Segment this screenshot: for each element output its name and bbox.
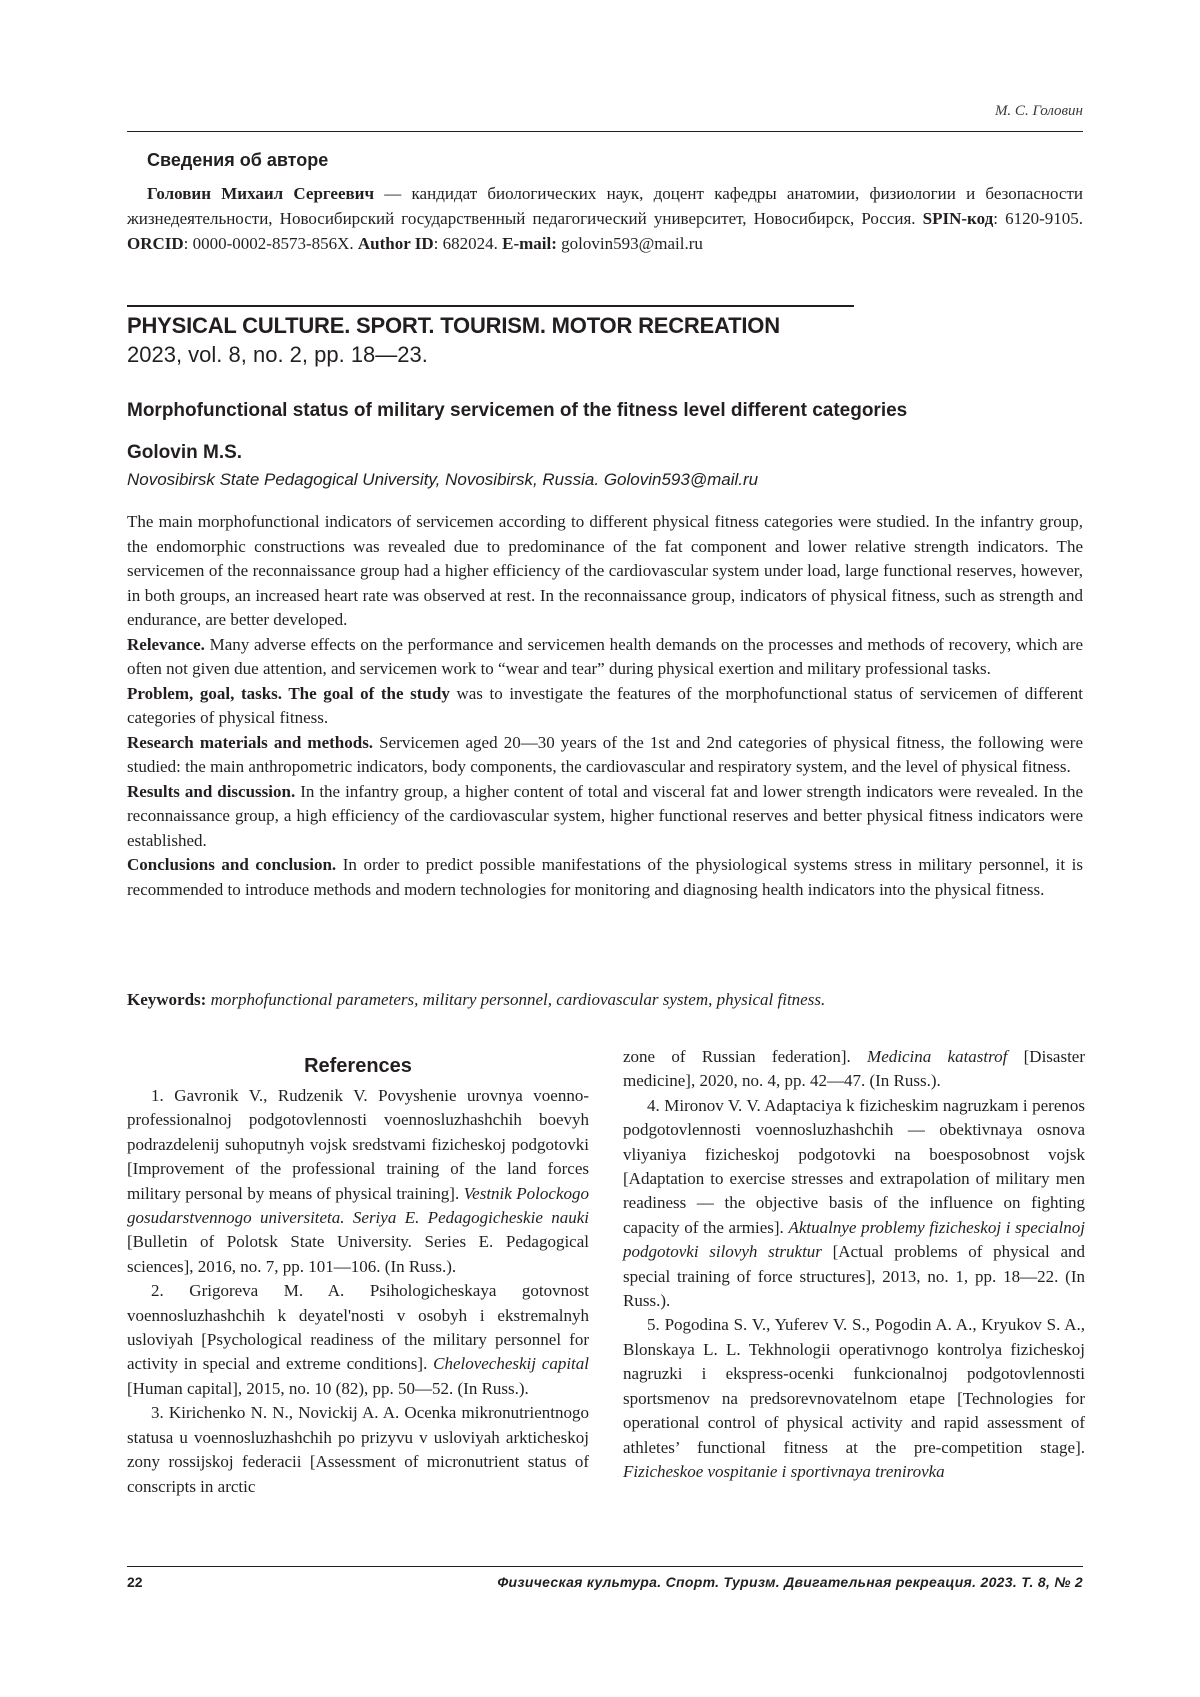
results-label: Results and discussion. [127,781,296,801]
reference-text: zone of Russian federation]. [623,1047,868,1066]
reference-text: [Bulletin of Polotsk State University. Series E. Pedagogical sciences], 2016, no. 7, pp. 101—106. (In Russ.). [127,1232,589,1276]
abstract [127,510,1083,902]
reference-text: [Disaster medicine], 2020, no. 4, pp. 42—47. (In Russ.). [623,1047,1085,1091]
reference-text: 4. Mironov V. V. Adaptaciya k fizicheskim nagruzkam i perenos podgotovlennosti voennosluzhashchih — obektivnaya osnova vliyaniya fizicheskoj podgotovki na boesposobnost vojsk [Adaptation to exercise stresses and extrapolation of military men readiness — the objective basis of the influence on fighting capacity of the armies]. [623,1095,1085,1237]
abstract-relevance [127,633,1083,682]
reference-text: 2. Grigoreva M. A. Psihologicheskaya gotovnost voennosluzhashchih k deyatel'nosti v osobyh i ekstremalnyh usloviyah [Psychological readiness of the military personnel for activity in special and extreme conditions]. [127,1281,589,1374]
reference-source: Vestnik Polockogo gosudarstvennogo universiteta. Seriya E. Pedagogicheskie nauki [127,1183,589,1228]
article-title: Morphofunctional status of military servicemen of the fitness level different categories [127,400,908,421]
goal-text: was to investigate the features of the morphofunctional status of servicemen of different categories of physical fitness. [127,683,1083,727]
reference-item [127,1084,589,1279]
reference-text: [Actual problems of physical and special training of force structures], 2013, no. 1, pp. 18—22. (In Russ.). [623,1242,1085,1311]
abstract-methods [127,731,1083,780]
conclusions-label: Conclusions and conclusion. [127,855,337,874]
author-info-heading: Сведения об авторе [147,150,329,170]
reference-item [623,1313,1085,1484]
email-label: E-mail: [502,234,557,253]
references-column-right [623,1045,1085,1484]
reference-item [127,1279,589,1401]
reference-item [127,1401,589,1499]
author-info-text [127,181,1083,256]
spin-label: SPIN-код [922,209,994,228]
reference-source: Fizicheskoe vospitanie i sportivnaya trenirovka [623,1461,945,1481]
reference-text: 1. Gavronik V., Rudzenik V. Povyshenie urovnya voenno-professionalnoj podgotovlennosti voennosluzhashchih boevyh podrazdelenij suhoputnyh vojsk sredstvami fizicheskoj podgotovki [Improvement of the professional training of the land forces military personal by means of physical training]. [127,1086,589,1203]
header-divider [127,131,1083,132]
journal-title: PHYSICAL CULTURE. SPORT. TOURISM. MOTOR RECREATION [127,313,780,338]
journal-issue: 2023, vol. 8, no. 2, pp. 18—23. [127,342,428,367]
abstract-goal [127,682,1083,731]
reference-source: Medicina katastrof [867,1047,1008,1066]
article-author: Golovin M.S. [127,442,243,463]
reference-item-continued [623,1045,1085,1094]
conclusions-text: In order to predict possible manifestations of the physiological systems stress in military personnel, it is recommended to introduce methods and modern technologies for monitoring and diagnosing health indicators into the physical fitness. [127,855,1083,899]
footer-journal-title: Физическая культура. Спорт. Туризм. Двигательная рекреация. 2023. Т. 8, № 2 [497,1574,1083,1590]
reference-item [623,1094,1085,1314]
orcid-value: : 0000-0002-8573-856X. [183,234,358,253]
footer-divider [127,1566,1083,1567]
abstract-conclusions [127,853,1083,902]
abstract-intro: The main morphofunctional indicators of servicemen according to different physical fitness categories were studied. In the infantry group, the endomorphic constructions was revealed due to predominance of the fat component and lower relative strength indicators. The servicemen of the reconnaissance group had a higher efficiency of the cardiovascular system under load, large functional reserves, however, in both groups, an increased heart rate was observed at rest. In the reconnaissance group, indicators of physical fitness, such as strength and endurance, are better developed. [127,512,1083,629]
relevance-text: Many adverse effects on the performance and servicemen health demands on the processes and methods of recovery, which are often not given due attention, and servicemen work to “wear and tear” during physical exertion and military professional tasks. [127,634,1083,678]
methods-label: Research materials and methods. [127,732,374,752]
reference-text: 3. Kirichenko N. N., Novickij A. A. Ocenka mikronutrientnogo statusa u voennosluzhashchih po prizyvu v usloviyah arkticheskoj zony rossijskoj federacii [Assessment of micronutrient status of conscripts in arctic [127,1403,589,1496]
running-header-author: М. С. Головин [994,103,1083,119]
author-info-section [127,150,1083,256]
methods-text: Servicemen aged 20—30 years of the 1st and 2nd categories of physical fitness, the following were studied: the main anthropometric indicators, body components, the cardiovascular and respiratory system, and the level of physical fitness. [127,732,1083,776]
references-column-left [127,1045,589,1499]
results-text: In the infantry group, a higher content of total and visceral fat and lower strength indicators were revealed. In the reconnaissance group, a high efficiency of the cardiovascular system, higher functional reserves and better physical fitness indicators were established. [127,781,1083,850]
reference-source: Chelovecheskij capital [433,1354,589,1374]
keywords [127,990,1083,1010]
keywords-text: morphofunctional parameters, military personnel, cardiovascular system, physical fitness. [206,990,826,1009]
abstract-results [127,780,1083,854]
reference-source: Aktualnye problemy fizicheskoj i specialnoj podgotovki silovyh struktur [623,1217,1085,1262]
authorid-label: Author ID [357,234,434,253]
reference-text: [Human capital], 2015, no. 10 (82), pp. 50—52. (In Russ.). [127,1378,529,1398]
references-heading: References [304,1055,412,1077]
orcid-label: ORCID [127,234,184,253]
spin-value: : 6120-9105. [993,209,1083,228]
page-number: 22 [127,1574,143,1590]
authorid-value: : 682024. [433,234,503,253]
keywords-label: Keywords: [127,990,207,1009]
goal-label: Problem, goal, tasks. The goal of the study [127,683,450,703]
relevance-label: Relevance. [127,634,205,654]
article-affiliation: Novosibirsk State Pedagogical University, Novosibirsk, Russia. Golovin593@mail.ru [127,470,759,489]
journal-divider [127,305,854,307]
reference-text: 5. Pogodina S. V., Yuferev V. S., Pogodin A. A., Kryukov S. A., Blonskaya L. L. Tekhnologii operativnogo kontrolya fizicheskoj nagruzki i ekspress-ocenki funkcionalnoj podgotovlennosti sportsmenov na predsorevnovatelnom etape [Technologies for operational control of physical activity and rapid assessment of athletes’ functional fitness at the pre-competition stage]. [623,1315,1085,1457]
author-name: Головин Михаил Сергеевич [147,184,375,203]
author-description: — кандидат биологических наук, доцент кафедры анатомии, физиологии и безопасности жизнедеятельности, Новосибирский государственный педагогический университет, Новосибирск, Россия. [127,184,1083,228]
email-value: golovin593@mail.ru [556,234,703,253]
